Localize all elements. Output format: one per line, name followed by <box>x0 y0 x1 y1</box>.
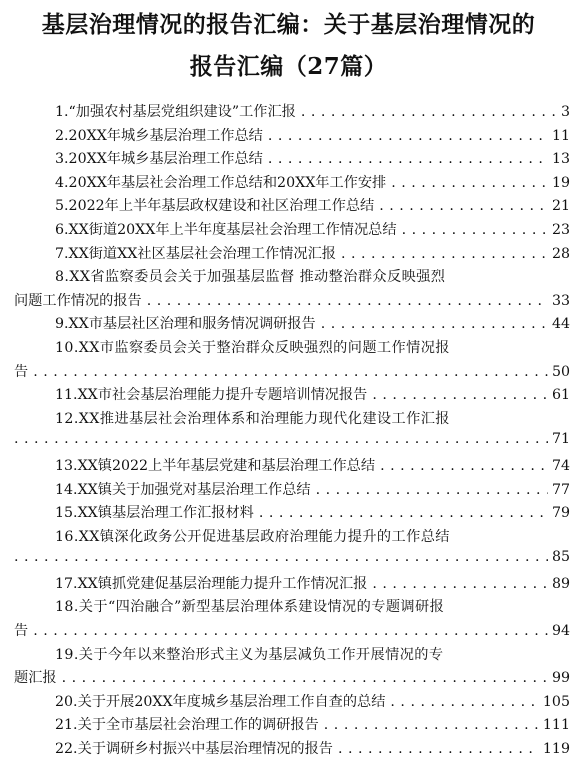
toc-entry-title: 7.XX街道XX社区基层社会治理工作情况汇报 . . . <box>55 243 548 263</box>
toc-entry-row <box>14 714 570 738</box>
toc-entry-page-number: 85 <box>551 549 570 566</box>
toc-entry-title-first-line: 8.XX省监察委员会关于加强基层监督 推动整治群众反映强烈 <box>55 269 446 286</box>
toc-entry-row <box>14 738 570 762</box>
toc-entry-row <box>14 313 570 337</box>
toc-entry-title: 20.关于开展20XX年度城乡基层治理工作自查的总结 . . . <box>55 691 539 711</box>
toc-entry[interactable] <box>14 266 570 313</box>
toc-entry[interactable] <box>14 148 570 172</box>
toc-entry-row <box>14 384 570 408</box>
toc-entry-title <box>14 549 548 565</box>
toc-entry-page-number: 44 <box>551 316 570 333</box>
toc-entry-row <box>14 148 570 172</box>
toc-entry[interactable] <box>14 408 570 455</box>
toc-entry-title: 15.XX镇基层治理工作汇报材料 . . . <box>55 502 548 522</box>
toc-entry-row <box>14 219 570 243</box>
toc-entry[interactable] <box>14 573 570 597</box>
toc-entry[interactable] <box>14 243 570 267</box>
table-of-contents <box>14 101 570 762</box>
toc-entry-page-number: 11 <box>551 127 570 144</box>
toc-entry-row <box>14 243 570 267</box>
toc-entry[interactable] <box>14 738 570 762</box>
toc-entry-row <box>14 431 570 455</box>
toc-entry-page-number: 105 <box>542 693 570 710</box>
toc-entry-title: 4.20XX年基层社会治理工作总结和20XX年工作安排 . . . <box>55 172 548 192</box>
toc-entry-row <box>14 573 570 597</box>
toc-entry-title <box>14 431 548 447</box>
toc-entry-row <box>14 691 570 715</box>
toc-entry-title: 11.XX市社会基层治理能力提升专题培训情况报告 . . . <box>55 384 548 404</box>
toc-entry-page-number: 50 <box>551 363 570 380</box>
toc-entry-row <box>14 290 570 314</box>
toc-entry-title: 5.2022年上半年基层政权建设和社区治理工作总结 . . . <box>55 195 548 215</box>
toc-entry-page-number: 99 <box>551 670 570 687</box>
document-title <box>0 0 577 88</box>
toc-entry-title-first-line: 18.关于“四治融合”新型基层治理体系建设情况的专题调研报 <box>55 599 445 616</box>
toc-entry-page-number: 23 <box>551 221 570 238</box>
toc-entry-title: 17.XX镇抓党建促基层治理能力提升工作情况汇报 . . . <box>55 573 548 593</box>
toc-entry-title-first-line: 19.关于今年以来整治形式主义为基层减负工作开展情况的专 <box>55 646 444 663</box>
toc-entry-page-number: 79 <box>551 505 570 522</box>
toc-entry[interactable] <box>14 219 570 243</box>
toc-entry-title: 21.关于全市基层社会治理工作的调研报告 . . . <box>55 714 539 734</box>
toc-entry-title: 9.XX市基层社区治理和服务情况调研报告 . . . <box>55 313 548 333</box>
toc-entry-title: 13.XX镇2022上半年基层党建和基层治理工作总结 . . . <box>55 455 548 475</box>
toc-entry-row <box>14 549 570 573</box>
toc-entry-row <box>14 195 570 219</box>
toc-entry-page-number: 71 <box>551 431 570 448</box>
toc-entry[interactable] <box>14 195 570 219</box>
toc-entry[interactable] <box>14 101 570 125</box>
toc-entry[interactable] <box>14 691 570 715</box>
toc-entry-title: 2.20XX年城乡基层治理工作总结 . . . <box>55 125 548 145</box>
toc-entry-title: 14.XX镇关于加强党对基层治理工作总结 . . . <box>55 479 548 499</box>
toc-entry-page-number: 89 <box>551 575 570 592</box>
toc-entry-title-first-line: 10.XX市监察委员会关于整治群众反映强烈的问题工作情况报 <box>55 339 450 356</box>
toc-entry[interactable] <box>14 479 570 503</box>
toc-entry-page-number: 77 <box>551 481 570 498</box>
toc-entry-page-number: 3 <box>560 104 570 120</box>
toc-entry-page-number: 61 <box>551 387 570 404</box>
toc-entry-page-number: 21 <box>551 198 570 215</box>
toc-entry[interactable] <box>14 596 570 643</box>
toc-entry-row <box>14 101 570 125</box>
toc-entry-page-number: 94 <box>551 623 570 640</box>
toc-entry[interactable] <box>14 502 570 526</box>
toc-entry-row <box>14 125 570 149</box>
toc-entry[interactable] <box>14 526 570 573</box>
toc-entry-title: 问题工作情况的报告 . . . <box>14 290 548 310</box>
toc-entry[interactable] <box>14 384 570 408</box>
title-line-1: 基层治理情况的报告汇编：关于基层治理情况的 <box>41 11 536 38</box>
toc-entry[interactable] <box>14 172 570 196</box>
toc-entry-title: 告 . . . <box>14 620 548 640</box>
toc-entry-page-number: 13 <box>551 151 570 168</box>
toc-entry[interactable] <box>14 125 570 149</box>
toc-entry-row <box>14 172 570 196</box>
toc-entry-page-number: 74 <box>551 457 570 474</box>
toc-entry-title: 告 . . . <box>14 361 548 381</box>
toc-entry-title: 题汇报 . . . <box>14 667 548 687</box>
toc-entry-title-first-line: 16.XX镇深化政务公开促进基层政府治理能力提升的工作总结 <box>55 528 450 545</box>
toc-entry-row <box>14 620 570 644</box>
toc-entry-title: 3.20XX年城乡基层治理工作总结 . . . <box>55 148 548 168</box>
toc-entry[interactable] <box>14 714 570 738</box>
toc-entry-page-number: 119 <box>542 741 570 758</box>
toc-entry-page-number: 111 <box>542 717 570 734</box>
toc-entry-row <box>14 455 570 479</box>
toc-entry-title-first-line: 12.XX推进基层社会治理体系和治理能力现代化建设工作汇报 <box>55 410 450 427</box>
toc-entry[interactable] <box>14 644 570 691</box>
toc-entry[interactable] <box>14 313 570 337</box>
toc-entry-page-number: 19 <box>551 174 570 191</box>
toc-entry[interactable] <box>14 337 570 384</box>
toc-entry-title: 22.关于调研乡村振兴中基层治理情况的报告 . . . <box>55 738 539 758</box>
toc-entry-row <box>14 479 570 503</box>
toc-entry-row <box>14 667 570 691</box>
title-line-2: 报告汇编（27篇） <box>189 53 388 80</box>
toc-entry-page-number: 33 <box>551 292 570 309</box>
toc-entry[interactable] <box>14 455 570 479</box>
toc-entry-row <box>14 361 570 385</box>
toc-entry-row <box>14 502 570 526</box>
toc-entry-title: 6.XX街道20XX年上半年度基层社会治理工作情况总结 . . . <box>55 219 548 239</box>
toc-entry-title: 1.“加强农村基层党组织建设”工作汇报 . . . <box>55 101 557 121</box>
toc-entry-page-number: 28 <box>551 245 570 262</box>
